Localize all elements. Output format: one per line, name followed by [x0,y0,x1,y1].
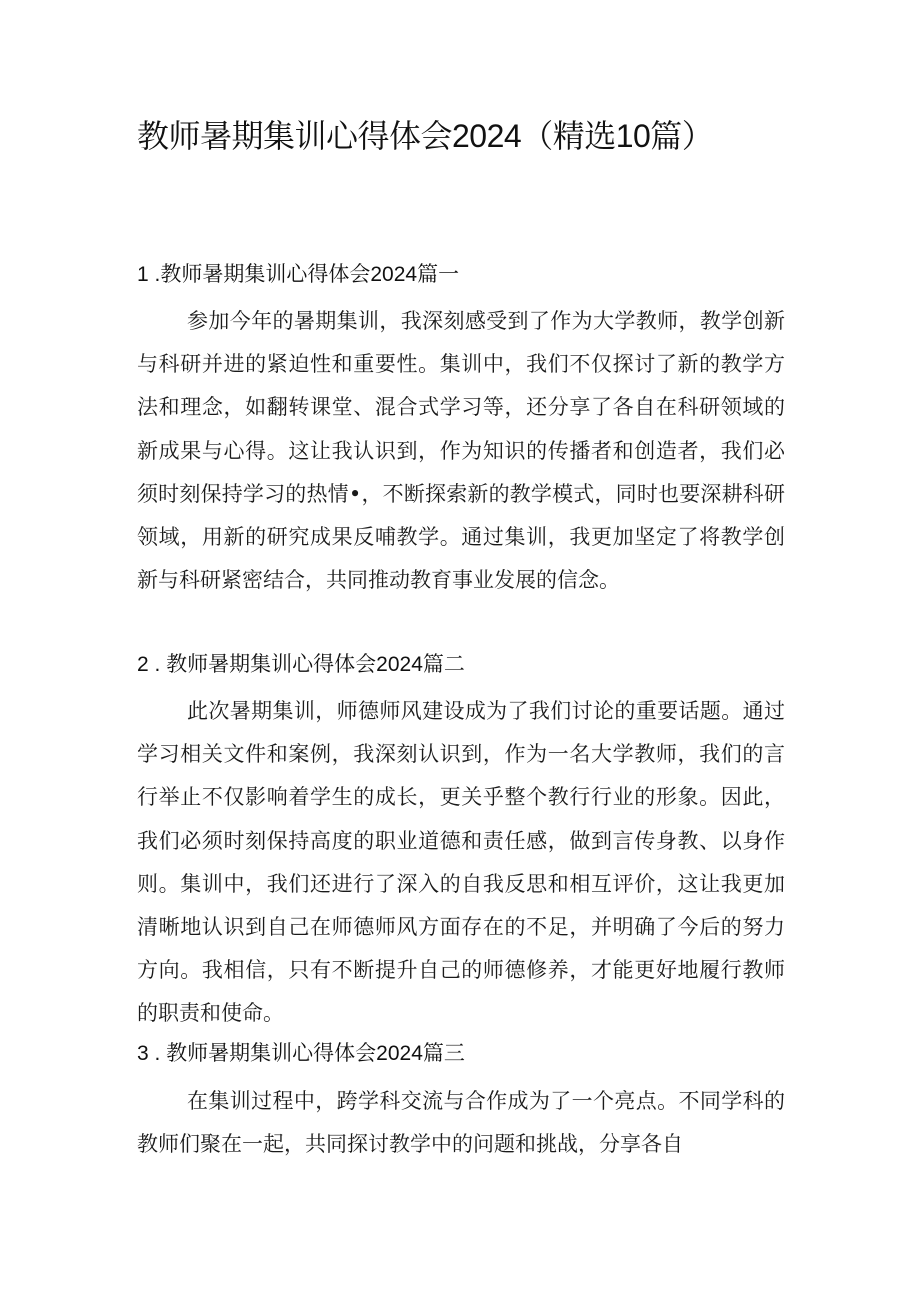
section-body-1: 参加今年的暑期集训，我深刻感受到了作为大学教师，教学创新与科研并进的紧迫性和重要性。集训中，我们不仅探讨了新的教学方法和理念，如翻转课堂、混合式学习等，还分享了各自在科研领域的新成果与心得。这让我认识到，作为知识的传播者和创造者，我们必须时刻保持学习的热情•，不断探索新的教学模式，同时也要深耕科研领域，用新的研究成果反哺教学。通过集训，我更加坚定了将教学创新与科研紧密结合，共同推动教育事业发展的信念。 [137,309,785,593]
section-heading-2: 2 . 教师暑期集训心得体会2024篇二 [137,653,465,676]
section-heading-1: 1 .教师暑期集训心得体会2024篇一 [137,263,460,286]
section-body-2: 此次暑期集训，师德师风建设成为了我们讨论的重要话题。通过学习相关文件和案例，我深刻认识到，作为一名大学教师，我们的言行举止不仅影响着学生的成长，更关乎整个教行行业的形象。因此，我们必须时刻保持高度的职业道德和责任感，做到言传身教、以身作则。集训中，我们还进行了深入的自我反思和相互评价，这让我更加清晰地认识到自己在师德师风方面存在的不足，并明确了今后的努力方向。我相信，只有不断提升自己的师德修养，才能更好地履行教师的职责和使命。 [137,699,785,1026]
section-heading-3: 3 . 教师暑期集训心得体会2024篇三 [137,1042,465,1065]
section-body-3: 在集训过程中，跨学科交流与合作成为了一个亮点。不同学科的教师们聚在一起，共同探讨教学中的问题和挑战，分享各自 [137,1089,785,1157]
document-title: 教师暑期集训心得体会2024（精选10篇） [137,118,714,154]
